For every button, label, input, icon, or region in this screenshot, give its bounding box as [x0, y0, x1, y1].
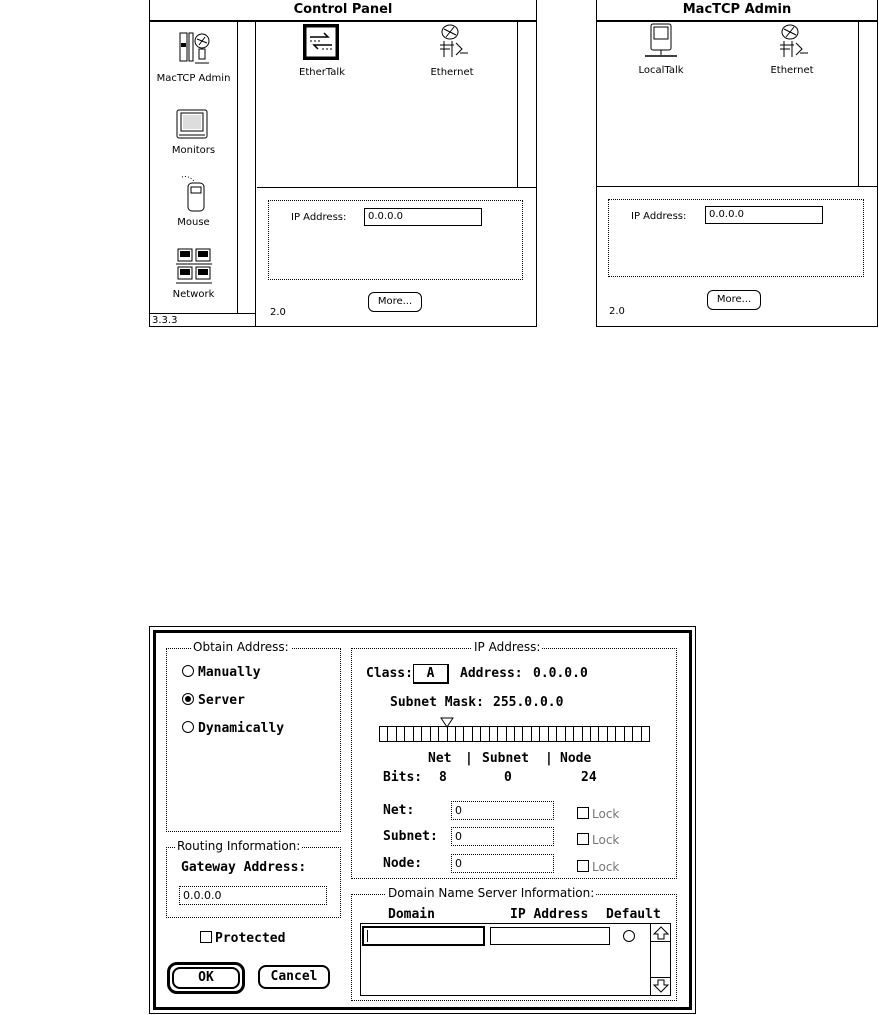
ip-address-label: IP Address:: [631, 211, 687, 222]
subnet-mask-value: 255.0.0.0: [493, 695, 564, 710]
net-field[interactable]: 0: [451, 801, 554, 820]
checkbox-icon: [577, 860, 589, 872]
mactcp-settings-dialog: [149, 626, 696, 1014]
network-item-label: Ethernet: [770, 65, 814, 76]
node-lock-checkbox[interactable]: [577, 856, 619, 875]
radio-label: Manually: [198, 665, 261, 680]
bits-header-net: Net: [428, 751, 452, 766]
localtalk-icon: [645, 23, 677, 59]
dns-default-radio[interactable]: [623, 930, 635, 942]
network-list: [257, 21, 536, 188]
radio-dynamically[interactable]: [182, 721, 284, 736]
class-label: Class:: [366, 666, 413, 681]
ruler-bit-segment: [464, 727, 472, 741]
ruler-bit-segment: [414, 727, 422, 741]
mactcp-admin-version: 2.0: [609, 306, 625, 317]
network-item-label: EtherTalk: [299, 67, 345, 78]
net-field-label: Net:: [383, 803, 415, 818]
ruler-bit-segment: [431, 727, 439, 741]
ethertalk-icon: [302, 23, 340, 61]
ip-address-legend: IP Address:: [474, 640, 541, 654]
ruler-bit-segment: [599, 727, 607, 741]
ruler-bit-segment: [591, 727, 599, 741]
ruler-bit-segment: [574, 727, 582, 741]
bits-label: Bits:: [383, 770, 423, 785]
ruler-bit-segment: [642, 727, 649, 741]
class-popup[interactable]: A: [413, 664, 449, 684]
ethernet-icon: [434, 23, 470, 61]
dns-ip-field[interactable]: [490, 927, 610, 945]
ruler-bit-segment: [625, 727, 633, 741]
network-item-ethernet[interactable]: [752, 23, 832, 83]
sidebar-item-label: Network: [172, 289, 215, 300]
checkbox-icon: [200, 931, 212, 943]
ruler-bit-segment: [566, 727, 574, 741]
radio-button-selected-icon: [182, 693, 194, 705]
control-panel-version: 2.0: [270, 307, 286, 318]
ruler-bit-segment: [448, 727, 456, 741]
control-panel-window: [149, 0, 537, 327]
lock-label: Lock: [592, 807, 620, 821]
mouse-icon: [178, 175, 208, 215]
ruler-bit-segment: [456, 727, 464, 741]
network-item-label: LocalTalk: [638, 65, 684, 76]
node-field[interactable]: 0: [451, 854, 554, 873]
protected-label: Protected: [215, 931, 286, 946]
ruler-bit-segment: [473, 727, 481, 741]
radio-button-icon: [182, 665, 194, 677]
subnet-mask-label: Subnet Mask:: [390, 695, 484, 710]
ethernet-icon: [774, 23, 810, 61]
subnet-field[interactable]: 0: [451, 827, 554, 846]
bits-header-node: Node: [560, 751, 592, 766]
radio-label: Server: [198, 693, 245, 708]
protected-checkbox[interactable]: [200, 931, 285, 946]
ruler-bit-segment: [616, 727, 624, 741]
control-panel-title: Control Panel: [150, 0, 536, 22]
sidebar-item-label: MacTCP Admin: [156, 73, 231, 84]
checkbox-icon: [577, 833, 589, 845]
ip-address-group: [351, 640, 677, 879]
network-item-ethernet[interactable]: [412, 23, 492, 83]
network-list: [597, 21, 877, 187]
network-icon: [176, 247, 212, 285]
net-lock-checkbox[interactable]: [577, 803, 619, 822]
routing-info-legend: Routing Information:: [177, 839, 301, 853]
more-button[interactable]: More...: [368, 292, 422, 312]
sidebar-item-mouse[interactable]: [150, 175, 237, 231]
lock-label: Lock: [592, 833, 620, 847]
text-cursor: [367, 930, 368, 942]
lock-label: Lock: [592, 860, 620, 874]
ruler-bit-segment: [405, 727, 413, 741]
bits-header-sep: |: [465, 751, 473, 766]
dns-col-default: Default: [606, 907, 661, 922]
bits-net-value: 8: [439, 770, 447, 785]
scroll-down-arrow-icon[interactable]: [651, 977, 671, 995]
ruler-bit-segment: [490, 727, 498, 741]
ip-address-field[interactable]: 0.0.0.0: [705, 206, 823, 224]
ip-address-box: [268, 200, 523, 280]
subnet-bit-ruler[interactable]: [379, 726, 650, 742]
dns-col-domain: Domain: [388, 907, 435, 922]
sidebar-item-label: Mouse: [177, 217, 210, 228]
bits-node-value: 24: [581, 770, 597, 785]
address-value: 0.0.0.0: [533, 666, 588, 681]
sidebar-scrollbar[interactable]: [237, 21, 238, 313]
obtain-address-group: [166, 640, 341, 832]
dns-list: [360, 923, 671, 996]
dns-info-group: [351, 886, 677, 1001]
more-button[interactable]: More...: [707, 290, 761, 310]
ruler-bit-segment: [422, 727, 430, 741]
mactcp-admin-window: [596, 0, 878, 327]
routing-info-group: [166, 839, 341, 918]
mactcp-admin-icon: [177, 31, 211, 65]
scroll-up-arrow-icon[interactable]: [651, 924, 671, 942]
gateway-address-field[interactable]: 0.0.0.0: [179, 886, 327, 905]
network-list-scrollbar[interactable]: [517, 21, 518, 188]
bits-header-subnet: Subnet: [482, 751, 529, 766]
cancel-button[interactable]: Cancel: [258, 965, 330, 989]
ruler-bit-segment: [498, 727, 506, 741]
ip-address-label: IP Address:: [291, 212, 347, 223]
ip-address-field[interactable]: 0.0.0.0: [364, 208, 482, 226]
ip-address-box: [608, 199, 864, 277]
ruler-bit-segment: [540, 727, 548, 741]
network-list-scrollbar[interactable]: [858, 21, 859, 187]
ruler-bit-segment: [557, 727, 565, 741]
sidebar-version: 3.3.3: [150, 313, 256, 327]
address-label: Address:: [460, 666, 523, 681]
radio-label: Dynamically: [198, 721, 285, 736]
network-item-label: Ethernet: [430, 67, 474, 78]
ruler-bit-segment: [515, 727, 523, 741]
checkbox-icon: [577, 807, 589, 819]
sidebar-item-mactcp-admin[interactable]: [150, 29, 237, 89]
ruler-bit-segment: [583, 727, 591, 741]
ruler-bit-segment: [439, 727, 447, 741]
sidebar-item-network[interactable]: [150, 247, 237, 305]
ruler-bit-segment: [608, 727, 616, 741]
ruler-bit-segment: [507, 727, 515, 741]
ruler-bit-segment: [532, 727, 540, 741]
ruler-bit-segment: [388, 727, 396, 741]
radio-server[interactable]: [182, 693, 245, 708]
ruler-bit-segment: [633, 727, 641, 741]
subnet-lock-checkbox[interactable]: [577, 829, 619, 848]
sidebar-item-label: Monitors: [171, 145, 216, 156]
dns-col-ip-address: IP Address: [510, 907, 589, 922]
bits-header-sep: |: [545, 751, 553, 766]
bits-subnet-value: 0: [504, 770, 512, 785]
ok-button[interactable]: OK: [172, 967, 240, 989]
dns-domain-field[interactable]: [362, 926, 485, 946]
control-panel-sidebar: [150, 21, 256, 313]
gateway-address-label: Gateway Address:: [181, 860, 307, 875]
sidebar-item-monitors[interactable]: [150, 109, 237, 159]
ruler-bit-segment: [380, 727, 388, 741]
dns-info-legend: Domain Name Server Information:: [388, 886, 595, 900]
monitors-icon: [176, 109, 210, 141]
ruler-bit-segment: [523, 727, 531, 741]
network-item-ethertalk[interactable]: [282, 23, 362, 83]
network-item-localtalk[interactable]: [621, 23, 701, 83]
subnet-slider-thumb[interactable]: [440, 717, 454, 729]
obtain-address-legend: Obtain Address:: [193, 640, 289, 654]
ruler-bit-segment: [481, 727, 489, 741]
ruler-bit-segment: [397, 727, 405, 741]
node-field-label: Node:: [383, 856, 423, 871]
dns-scrollbar[interactable]: [650, 924, 670, 995]
radio-manually[interactable]: [182, 665, 261, 680]
mactcp-admin-title: MacTCP Admin: [597, 0, 877, 22]
radio-button-icon: [182, 721, 194, 733]
ruler-bit-segment: [549, 727, 557, 741]
subnet-field-label: Subnet:: [383, 829, 438, 844]
